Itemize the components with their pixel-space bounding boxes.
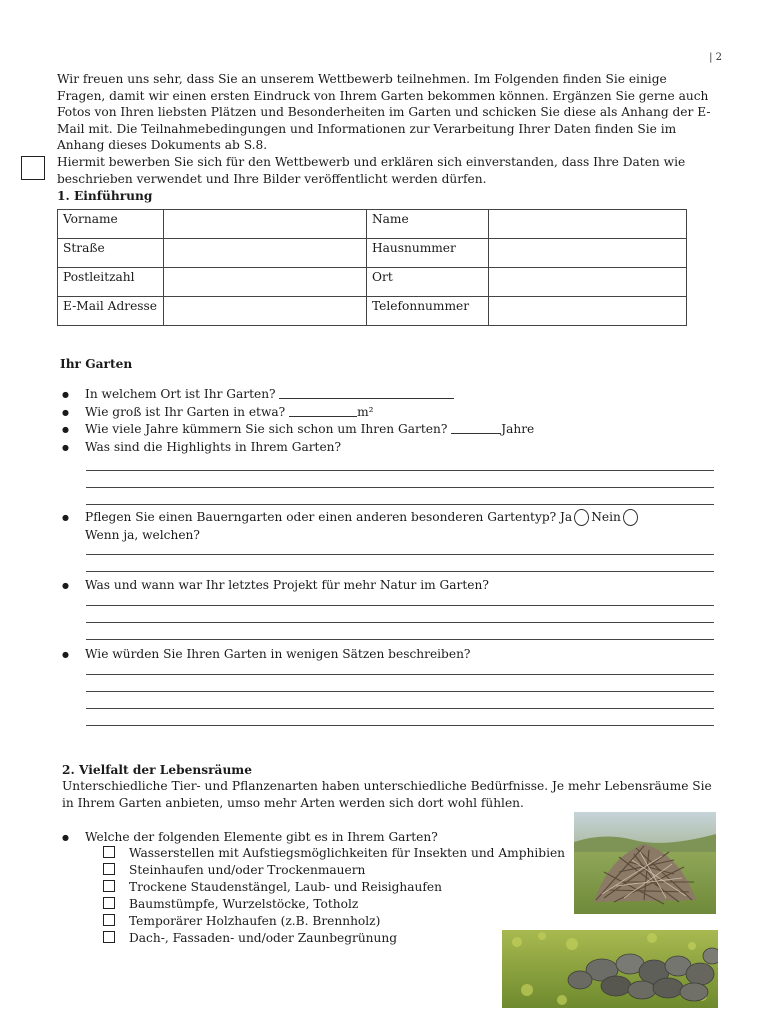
answer-blank-size[interactable] (289, 404, 357, 417)
field-input-vorname[interactable] (164, 210, 367, 239)
brush-pile-photo (574, 812, 716, 914)
list-item (103, 845, 565, 862)
question-years: Wie viele Jahre kümmern Sie sich schon um Ihren Garten? (85, 422, 448, 437)
table-row (58, 268, 687, 297)
garden-section-title: Ihr Garten (60, 357, 133, 371)
option-label: Temporärer Holzhaufen (z.B. Brennholz) (129, 913, 381, 928)
question-describe: Wie würden Sie Ihren Garten in wenigen Sätzen beschreiben? (85, 647, 471, 661)
option-label: Baumstümpfe, Wurzelstöcke, Totholz (129, 896, 359, 911)
list-item (62, 421, 534, 439)
garden-type-question (62, 509, 640, 544)
list-item (62, 404, 534, 422)
field-input-name[interactable] (489, 210, 687, 239)
answer-line[interactable] (86, 622, 714, 623)
field-input-ort[interactable] (489, 268, 687, 297)
question-size: Wie groß ist Ihr Garten in etwa? (85, 404, 286, 419)
field-label-email: E-Mail Adresse (58, 297, 164, 326)
field-input-strasse[interactable] (164, 239, 367, 268)
question-ort: In welchem Ort ist Ihr Garten? (85, 387, 276, 401)
field-input-telefon[interactable] (489, 297, 687, 326)
contact-form-table (57, 209, 687, 326)
list-item (103, 879, 565, 896)
list-item (62, 527, 640, 545)
answer-blank-years[interactable] (451, 421, 501, 434)
checkbox-water[interactable] (103, 846, 115, 858)
answer-line[interactable] (86, 571, 714, 572)
list-item (103, 896, 565, 913)
question-project: Was und wann war Ihr letztes Projekt für mehr Natur im Garten? (85, 578, 489, 592)
checkbox-stones[interactable] (103, 863, 115, 875)
checkbox-deadwood[interactable] (103, 897, 115, 909)
answer-line[interactable] (86, 725, 714, 726)
option-label: Wasserstellen mit Aufstiegsmöglichkeiten für Insekten und Amphibien (129, 846, 566, 860)
answer-line[interactable] (86, 554, 714, 555)
size-unit: m² (357, 404, 374, 419)
answer-line[interactable] (86, 639, 714, 640)
checkbox-greening[interactable] (103, 931, 115, 943)
list-item (62, 829, 438, 847)
answer-line[interactable] (86, 470, 714, 471)
field-label-name: Name (367, 210, 489, 239)
field-input-hausnummer[interactable] (489, 239, 687, 268)
answer-line[interactable] (86, 504, 714, 505)
section-2-title: 2. Vielfalt der Lebensräume (62, 763, 252, 777)
option-no-label: Nein (591, 510, 621, 524)
section-1-title: 1. Einführung (57, 189, 153, 203)
question-highlights: Was sind die Highlights in Ihrem Garten? (85, 439, 342, 454)
field-label-ort: Ort (367, 268, 489, 297)
option-label: Steinhaufen und/oder Trockenmauern (129, 862, 366, 877)
answer-blank-ort[interactable] (279, 386, 454, 399)
field-label-strasse: Straße (58, 239, 164, 268)
option-no-radio[interactable] (623, 509, 638, 526)
intro-text: Wir freuen uns sehr, dass Sie an unserem Wettbewerb teilnehmen. Im Folgenden finden Sie einige Fragen, damit wir einen ersten Eindruck von Ihrem Garten bekommen können. Ergänzen Sie gerne auch Fotos von Ihren liebsten Plätzen und Besonderheiten im Garten und schicken Sie diese als Anhang der E-Mail mit. Die Teilnahmebedingungen und Informationen zur Verarbeitung Ihrer Daten finden Sie im Anhang dieses Dokuments ab S.8. (57, 72, 711, 152)
field-label-hausnummer: Hausnummer (367, 239, 489, 268)
list-item (62, 509, 640, 527)
option-label: Dach-, Fassaden- und/oder Zaunbegrünung (129, 930, 398, 945)
list-item (103, 930, 565, 947)
field-input-postleitzahl[interactable] (164, 268, 367, 297)
answer-line[interactable] (86, 691, 714, 692)
option-yes-label: Ja (560, 510, 573, 524)
list-item (103, 862, 565, 879)
list-item (62, 577, 489, 595)
list-item (62, 386, 534, 404)
answer-line[interactable] (86, 708, 714, 709)
field-label-telefon: Telefonnummer (367, 297, 489, 326)
answer-line[interactable] (86, 674, 714, 675)
project-question (62, 577, 489, 595)
checkbox-woodpile[interactable] (103, 914, 115, 926)
habitat-question (62, 829, 438, 847)
field-label-postleitzahl: Postleitzahl (58, 268, 164, 297)
years-unit: Jahre (501, 422, 535, 437)
table-row (58, 297, 687, 326)
table-row (58, 239, 687, 268)
list-item (103, 913, 565, 930)
stone-wall-photo (502, 930, 718, 1008)
table-row (58, 210, 687, 239)
habitat-checklist (103, 845, 565, 946)
page-number: | 2 (709, 52, 722, 63)
section-2-description: Unterschiedliche Tier- und Pflanzenarten haben unterschiedliche Bedürfnisse. Je mehr Lebensräume Sie in Ihrem Garten anbieten, umso mehr Arten werden sich dort wohl fühlen. (62, 779, 712, 810)
answer-line[interactable] (86, 487, 714, 488)
answer-line[interactable] (86, 605, 714, 606)
list-item (62, 439, 534, 457)
consent-text: Hiermit bewerben Sie sich für den Wettbewerb und erklären sich einverstanden, dass Ihre Daten wie beschrieben verwendet und Ihre Bilder veröffentlicht werden dürfen. (57, 155, 686, 186)
field-input-email[interactable] (164, 297, 367, 326)
option-label: Trockene Staudenstängel, Laub- und Reisighaufen (129, 879, 442, 894)
option-yes-radio[interactable] (574, 509, 589, 526)
field-label-vorname: Vorname (58, 210, 164, 239)
checkbox-stems[interactable] (103, 880, 115, 892)
garden-questions-list (62, 386, 534, 456)
describe-question (62, 646, 470, 664)
consent-checkbox[interactable] (21, 156, 45, 180)
followup-which: Wenn ja, welchen? (85, 527, 200, 542)
question-habitats: Welche der folgenden Elemente gibt es in Ihrem Garten? (85, 830, 438, 844)
list-item (62, 646, 470, 664)
question-garden-type: Pflegen Sie einen Bauerngarten oder einen anderen besonderen Gartentyp? (85, 510, 557, 524)
